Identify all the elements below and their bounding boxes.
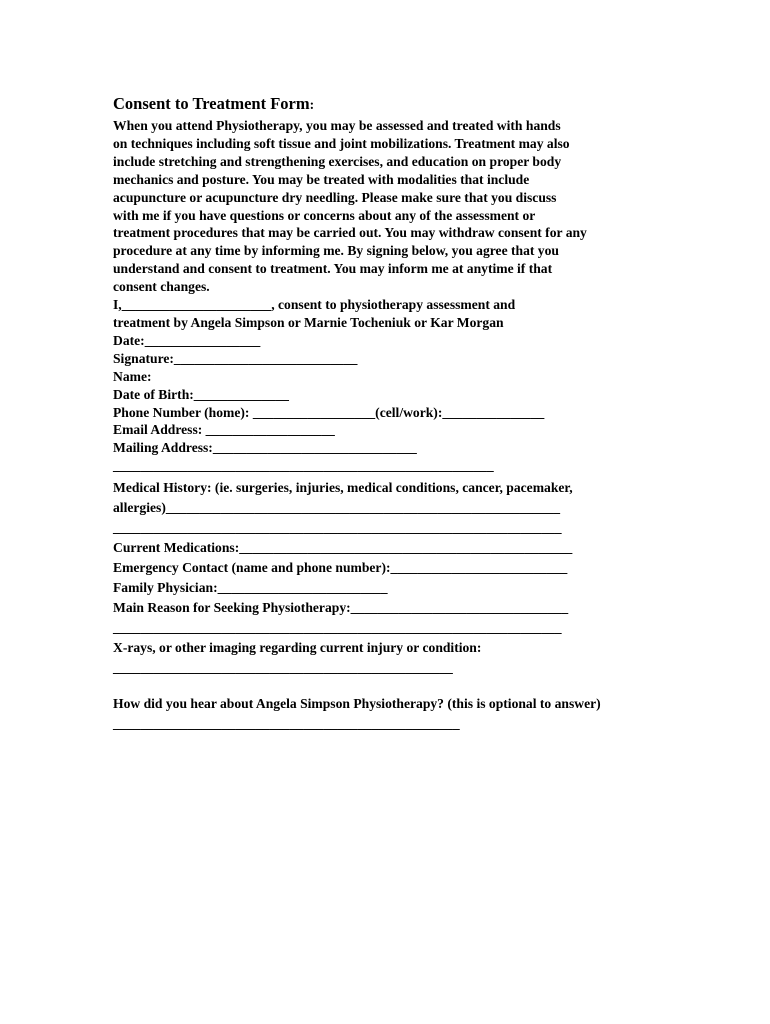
date-field[interactable]: Date:_________________	[113, 332, 261, 348]
imaging-blank[interactable]: __________________________________________________	[113, 660, 453, 676]
intro-line: procedure at any time by informing me. By signing below, you agree that you	[113, 243, 559, 259]
form-title-colon: :	[309, 97, 315, 112]
current-medications-field[interactable]: Current Medications:_________________________________________________	[113, 540, 573, 556]
allergies-field[interactable]: allergies)__________________________________________________________	[113, 500, 561, 516]
form-title	[113, 94, 673, 115]
intro-line: consent changes.	[113, 279, 210, 295]
main-reason-field[interactable]: Main Reason for Seeking Physiotherapy:________________________________	[113, 600, 569, 616]
form-title-text: Consent to Treatment Form	[113, 94, 310, 113]
intro-line: mechanics and posture. You may be treated with modalities that include	[113, 171, 530, 187]
intro-line: acupuncture or acupuncture dry needling. Please make sure that you discuss	[113, 189, 557, 205]
name-field[interactable]: Name:	[113, 368, 152, 384]
intro-line: with me if you have questions or concerns about any of the assessment or	[113, 207, 536, 223]
medical-history-blank[interactable]: __________________________________________________________________	[113, 520, 562, 536]
intro-line: When you attend Physiotherapy, you may be assessed and treated with hands	[113, 118, 561, 133]
family-physician-field[interactable]: Family Physician:_________________________	[113, 580, 388, 596]
consent-statement: treatment by Angela Simpson or Marnie Tocheniuk or Kar Morgan	[113, 314, 504, 330]
intro-paragraph	[113, 117, 673, 296]
phone-number-field[interactable]: Phone Number (home): __________________(cell/work):_______________	[113, 404, 545, 420]
emergency-contact-field[interactable]: Emergency Contact (name and phone number):__________________________	[113, 560, 568, 576]
referral-source-blank[interactable]: ___________________________________________________	[113, 716, 460, 732]
imaging-label: X-rays, or other imaging regarding current injury or condition:	[113, 640, 482, 656]
main-reason-blank[interactable]: __________________________________________________________________	[113, 620, 562, 636]
consent-form	[113, 94, 673, 734]
consent-name-field[interactable]: I,______________________, consent to physiotherapy assessment and	[113, 297, 516, 313]
medical-history-field: Medical History: (ie. surgeries, injuries, medical conditions, cancer, pacemaker,	[113, 480, 573, 496]
referral-source-label: How did you hear about Angela Simpson Physiotherapy? (this is optional to answer)	[113, 696, 601, 712]
date-of-birth-field[interactable]: Date of Birth:______________	[113, 386, 289, 402]
mailing-address-field[interactable]: Mailing Address:______________________________	[113, 440, 417, 456]
intro-line: understand and consent to treatment. You may inform me at anytime if that	[113, 261, 553, 277]
intro-line: treatment procedures that may be carried out. You may withdraw consent for any	[113, 225, 587, 241]
intro-line: on techniques including soft tissue and joint mobilizations. Treatment may also	[113, 135, 570, 151]
mailing-address-blank[interactable]: ________________________________________________________	[113, 458, 494, 474]
intro-line: include stretching and strengthening exercises, and education on proper body	[113, 153, 562, 169]
email-address-field[interactable]: Email Address: ___________________	[113, 422, 335, 438]
signature-field[interactable]: Signature:___________________________	[113, 350, 358, 366]
